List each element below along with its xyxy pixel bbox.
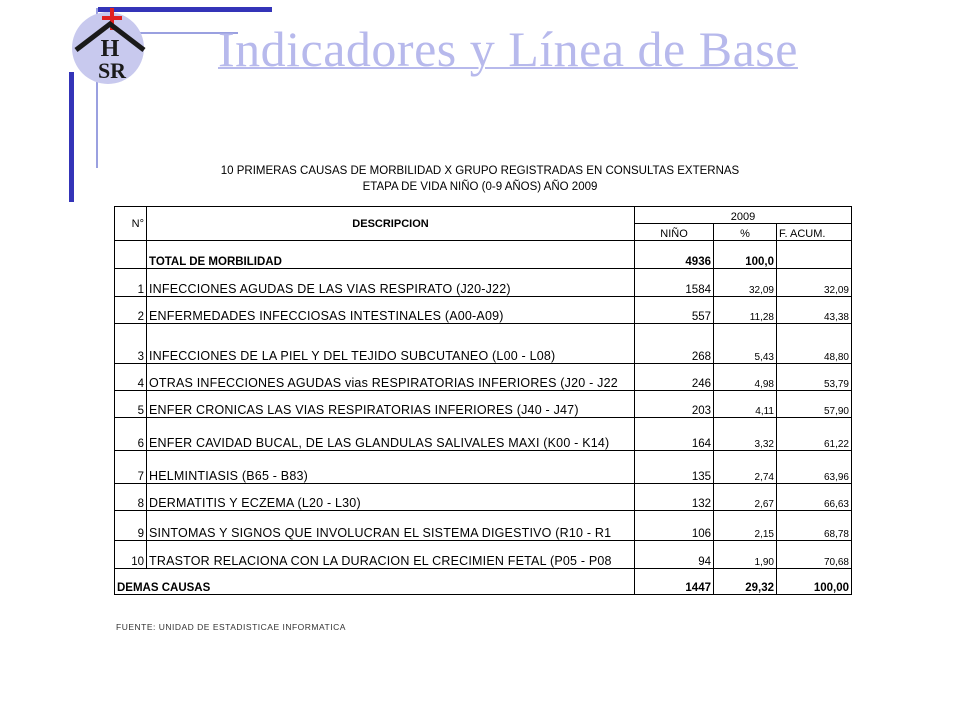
table-row bbox=[115, 541, 852, 569]
row-acum: 68,78 bbox=[777, 511, 852, 541]
row-pct: 3,32 bbox=[714, 418, 777, 451]
row-description: DERMATITIS Y ECZEMA (L20 - L30) bbox=[147, 484, 635, 511]
row-acum: 61,22 bbox=[777, 418, 852, 451]
table-row bbox=[115, 391, 852, 418]
row-num: 5 bbox=[115, 391, 147, 418]
logo-letters-top: H bbox=[100, 36, 120, 62]
frame-line-vertical-thick bbox=[69, 72, 74, 202]
table-row bbox=[115, 297, 852, 324]
row-description: SINTOMAS Y SIGNOS QUE INVOLUCRAN EL SISTEMA DIGESTIVO (R10 - R1 bbox=[147, 511, 635, 541]
row-acum: 66,63 bbox=[777, 484, 852, 511]
row-acum: 48,80 bbox=[777, 324, 852, 364]
row-acum: 63,96 bbox=[777, 451, 852, 484]
others-row bbox=[115, 569, 852, 595]
row-description: INFECCIONES DE LA PIEL Y DEL TEJIDO SUBCUTANEO (L00 - L08) bbox=[147, 324, 635, 364]
row-pct: 2,74 bbox=[714, 451, 777, 484]
header-nino: NIÑO bbox=[635, 224, 714, 241]
logo-letters-bottom: SR bbox=[97, 58, 127, 83]
total-pct: 100,0 bbox=[714, 241, 777, 269]
row-pct: 4,98 bbox=[714, 364, 777, 391]
row-description: INFECCIONES AGUDAS DE LAS VIAS RESPIRATO (J20-J22) bbox=[147, 269, 635, 297]
row-nino: 94 bbox=[635, 541, 714, 569]
slide-title[interactable]: Indicadores y Línea de Base bbox=[218, 21, 798, 77]
row-nino: 164 bbox=[635, 418, 714, 451]
row-num: 7 bbox=[115, 451, 147, 484]
row-num: 3 bbox=[115, 324, 147, 364]
row-pct: 11,28 bbox=[714, 297, 777, 324]
row-description: TRASTOR RELACIONA CON LA DURACION EL CRECIMIEN FETAL (P05 - P08 bbox=[147, 541, 635, 569]
row-acum: 70,68 bbox=[777, 541, 852, 569]
others-label: DEMAS CAUSAS bbox=[115, 569, 635, 595]
table-row bbox=[115, 484, 852, 511]
table-row bbox=[115, 324, 852, 364]
table-row bbox=[115, 364, 852, 391]
logo-cross-horizontal bbox=[102, 16, 122, 20]
total-nino: 4936 bbox=[635, 241, 714, 269]
row-description: ENFER CRONICAS LAS VIAS RESPIRATORIAS INFERIORES (J40 - J47) bbox=[147, 391, 635, 418]
header-num: N° bbox=[115, 207, 147, 241]
row-nino: 203 bbox=[635, 391, 714, 418]
row-num: 1 bbox=[115, 269, 147, 297]
header-description: DESCRIPCION bbox=[147, 207, 635, 241]
row-nino: 106 bbox=[635, 511, 714, 541]
row-num: 10 bbox=[115, 541, 147, 569]
table-row bbox=[115, 418, 852, 451]
hospital-logo bbox=[70, 4, 152, 86]
table-row bbox=[115, 511, 852, 541]
row-nino: 132 bbox=[635, 484, 714, 511]
table-row bbox=[115, 269, 852, 297]
row-pct: 2,67 bbox=[714, 484, 777, 511]
row-acum: 57,90 bbox=[777, 391, 852, 418]
row-nino: 557 bbox=[635, 297, 714, 324]
others-acum: 100,00 bbox=[777, 569, 852, 595]
table-header-row-1 bbox=[115, 207, 852, 224]
row-nino: 1584 bbox=[635, 269, 714, 297]
row-num: 9 bbox=[115, 511, 147, 541]
total-row bbox=[115, 241, 852, 269]
morbidity-table bbox=[114, 206, 852, 595]
others-nino: 1447 bbox=[635, 569, 714, 595]
row-pct: 5,43 bbox=[714, 324, 777, 364]
row-description: ENFERMEDADES INFECCIOSAS INTESTINALES (A00-A09) bbox=[147, 297, 635, 324]
row-pct: 1,90 bbox=[714, 541, 777, 569]
header-acum: F. ACUM. bbox=[777, 224, 852, 241]
row-num: 2 bbox=[115, 297, 147, 324]
row-acum: 32,09 bbox=[777, 269, 852, 297]
row-pct: 2,15 bbox=[714, 511, 777, 541]
row-num: 8 bbox=[115, 484, 147, 511]
table-caption-line1: 10 PRIMERAS CAUSAS DE MORBILIDAD X GRUPO REGISTRADAS EN CONSULTAS EXTERNAS bbox=[220, 165, 740, 177]
row-pct: 32,09 bbox=[714, 269, 777, 297]
header-pct: % bbox=[714, 224, 777, 241]
row-num: 6 bbox=[115, 418, 147, 451]
row-nino: 135 bbox=[635, 451, 714, 484]
row-pct: 4,11 bbox=[714, 391, 777, 418]
row-num: 4 bbox=[115, 364, 147, 391]
row-nino: 268 bbox=[635, 324, 714, 364]
total-label: TOTAL DE MORBILIDAD bbox=[147, 241, 635, 269]
header-year: 2009 bbox=[635, 207, 852, 224]
row-nino: 246 bbox=[635, 364, 714, 391]
table-row bbox=[115, 451, 852, 484]
others-pct: 29,32 bbox=[714, 569, 777, 595]
row-acum: 53,79 bbox=[777, 364, 852, 391]
row-acum: 43,38 bbox=[777, 297, 852, 324]
row-description: HELMINTIASIS (B65 - B83) bbox=[147, 451, 635, 484]
table-caption-line2: ETAPA DE VIDA NIÑO (0-9 AÑOS) AÑO 2009 bbox=[362, 181, 598, 193]
row-description: OTRAS INFECCIONES AGUDAS vias RESPIRATORIAS INFERIORES (J20 - J22 bbox=[147, 364, 635, 391]
source-note: FUENTE: UNIDAD DE ESTADISTICAE INFORMATICA bbox=[116, 622, 346, 632]
row-description: ENFER CAVIDAD BUCAL, DE LAS GLANDULAS SALIVALES MAXI (K00 - K14) bbox=[147, 418, 635, 451]
